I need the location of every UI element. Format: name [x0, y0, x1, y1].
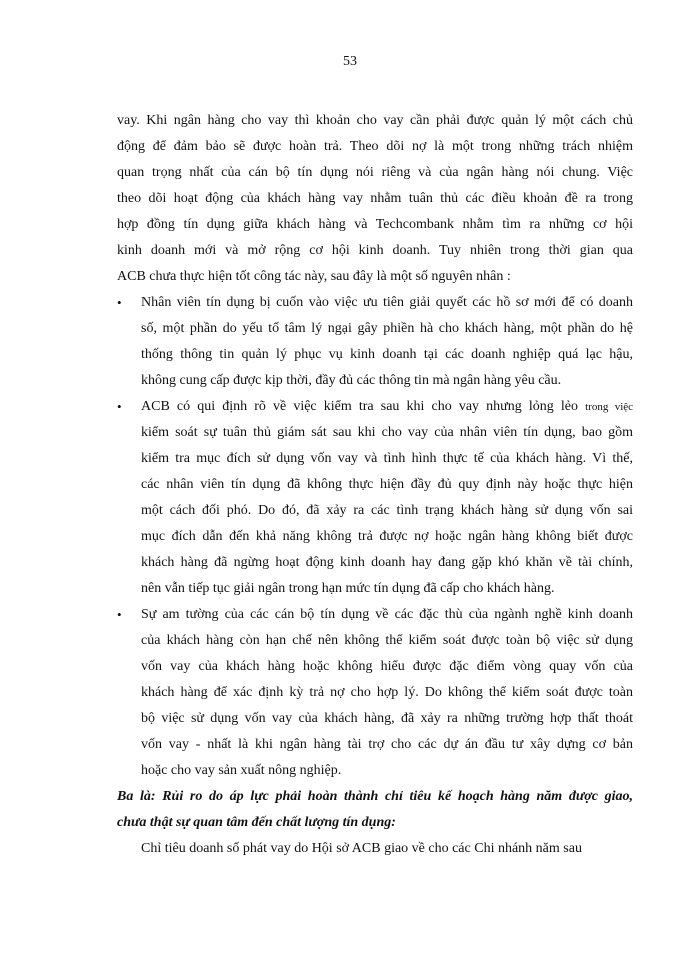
list-item — [117, 394, 633, 602]
text-line: không cung cấp được kịp thời, đầy đủ các thông tin mà ngân hàng yêu cầu. — [141, 373, 562, 388]
text-line: kiểm soát sự tuân thủ giám sát sau khi cho vay của nhân viên tín dụng, bao gồm — [141, 425, 633, 440]
text-line: • Nhân viên tín dụng bị cuốn vào việc ưu tiên giải quyết các hồ sơ mới để có doanh — [141, 295, 633, 310]
text-fragment: ACB có qui định rõ về việc kiểm tra sau khi cho vay nhưng lỏng lẻo — [141, 399, 578, 414]
page-body — [117, 108, 633, 862]
text-line: kinh doanh mới và mở rộng cơ hội kinh doanh. Tuy nhiên trong thời gian qua — [117, 243, 633, 258]
text-line: số, một phần do yếu tố tâm lý ngại gây phiền hà cho khách hàng, một phần do hệ — [141, 321, 633, 336]
text-line: • Sự am tường của các cán bộ tín dụng về các đặc thù của ngành nghề kinh doanh — [141, 607, 633, 622]
closing-paragraph — [117, 836, 633, 862]
text-line: ACB chưa thực hiện tốt công tác này, sau đây là một số nguyên nhân : — [117, 269, 511, 284]
text-line: vay. Khi ngân hàng cho vay thì khoản cho vay cần phải được quản lý một cách chủ — [117, 113, 633, 128]
text-line: hợp đồng tín dụng giữa khách hàng và Techcombank nhằm tìm ra những cơ hội — [117, 217, 633, 232]
text-line: theo dõi hoạt động của khách hàng vay nhằm tuân thủ các điều khoản đề ra trong — [117, 191, 633, 206]
text-line: các nhân viên tín dụng đã không thực hiện đầy đủ quy định này hoặc thực hiện — [141, 477, 633, 492]
text-line: vốn vay của khách hàng hoặc không hiểu được đặc điểm vòng quay vốn của — [141, 659, 633, 674]
heading-line: Ba là: Rủi ro do áp lực phải hoàn thành chỉ tiêu kế hoạch hàng năm được giao, — [117, 789, 633, 804]
text-line: khách hàng đã ngừng hoạt động kinh doanh hay đang gặp khó khăn về tài chính, — [141, 555, 633, 570]
small-text-fragment: trong việc — [585, 401, 634, 413]
cause-list — [117, 290, 633, 784]
text-line: bộ việc sử dụng vốn vay của khách hàng, đã xảy ra những trường hợp thất thoát — [141, 711, 633, 726]
text-line: quan trọng nhất của cán bộ tín dụng nói riêng và của ngân hàng nói chung. Việc — [117, 165, 633, 180]
text-line: kiểm tra mục đích sử dụng vốn vay và tình hình thực tế của khách hàng. Vì thế, — [141, 451, 633, 466]
section-heading — [117, 784, 633, 836]
intro-paragraph — [117, 108, 633, 290]
text-line: hoặc cho vay sản xuất nông nghiệp. — [141, 763, 342, 778]
list-item — [117, 290, 633, 394]
heading-line: chưa thật sự quan tâm đến chất lượng tín dụng: — [117, 815, 396, 830]
text-line: thống thông tin quản lý phục vụ kinh doanh tại các doanh nghiệp quá lạc hậu, — [141, 347, 633, 362]
text-line: vốn vay - nhất là khi ngân hàng tài trợ cho các dự án đầu tư xây dựng cơ bản — [141, 737, 633, 752]
text-line: khách hàng để xác định kỳ trả nợ cho hợp lý. Do không thể kiểm soát được toàn — [141, 685, 633, 700]
list-item — [117, 602, 633, 784]
text-line — [141, 394, 633, 420]
text-line: của khách hàng còn hạn chế nên không thể kiểm soát được toàn bộ việc sử dụng — [141, 633, 633, 648]
text-line: Chỉ tiêu doanh số phát vay do Hội sở ACB giao về cho các Chi nhánh năm sau — [141, 841, 582, 856]
text-line: mục đích dẫn đến khả năng không trả được nợ hoặc ngân hàng không biết được — [141, 529, 633, 544]
text-line: một cách đối phó. Do đó, đã xảy ra các tình trạng khách hàng sử dụng vốn sai — [141, 503, 633, 518]
page-number: 53 — [343, 54, 357, 69]
text-line: nên vẫn tiếp tục giải ngân trong hạn mức tín dụng đã cấp cho khách hàng. — [141, 581, 555, 596]
text-line: động để đảm bảo sẽ được hoàn trả. Theo dõi nợ là một trong những trách nhiệm — [117, 139, 633, 154]
